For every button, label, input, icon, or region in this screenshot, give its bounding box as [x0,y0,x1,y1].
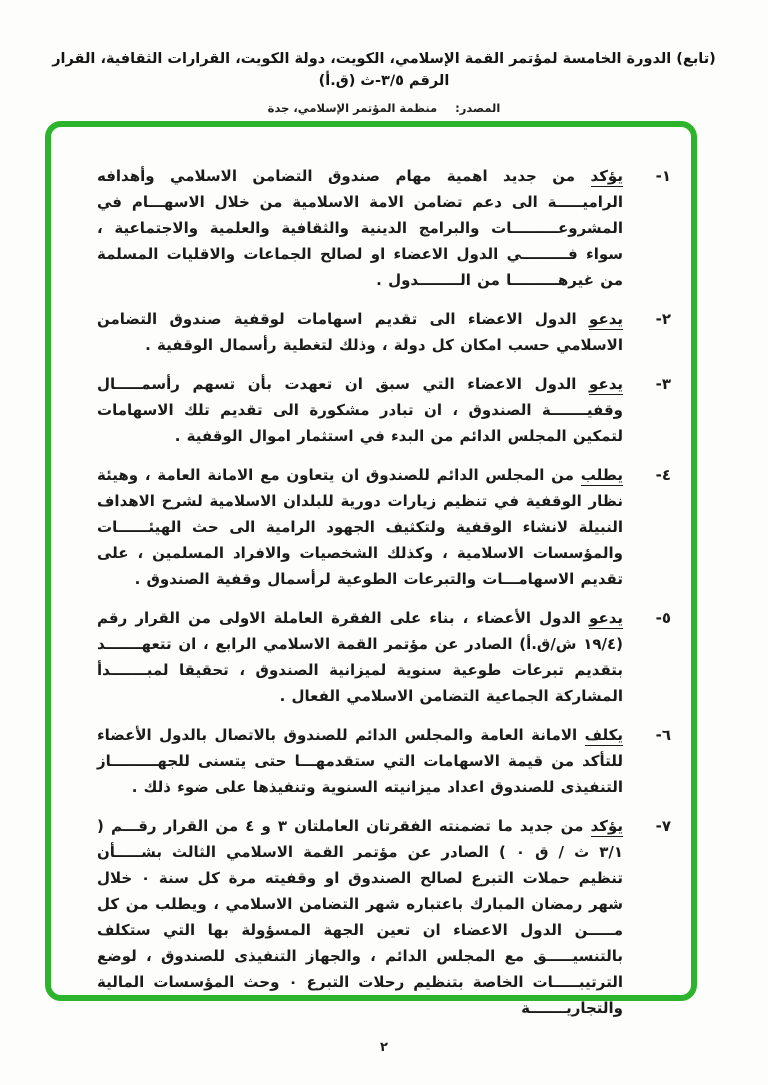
resolution-clause-1 [91,163,671,293]
clause-text [91,722,623,800]
clause-rest: الدول الاعضاء التي سبق ان تعهدت بأن تسهم رأسمـــــال وقفيـــــــة الصندوق ، ان تبادر مشكورة الى تقديم تلك الاسهامات لتمكين المجلس الدائم من البدء في استثمار اموال الوقفية . [97,375,623,445]
clause-rest: من المجلس الدائم للصندوق ان يتعاون مع الامانة العامة ، وهيئة نظار الوقفية في تنظيم زيارات دورية للبلدان الاسلامية لشرح الاهداف النبيلة لانشاء الوقفية ولتكثيف الجهود الرامية الى حث الهيئــــــات والمؤسسات الاسلامية ، وكذلك الشخصيات والافراد المسلمين ، على تقديم الاسهامـــات والتبرعات الطوعية لرأسمال وقفية الصندوق . [97,466,623,588]
resolution-clause-4 [91,462,671,592]
clause-rest: الدول الاعضاء الى تقديم اسهامات لوقفية صندوق التضامن الاسلامي حسب امكان كل دولة ، وذلك لتغطية رأسمال الوقفية . [97,310,623,354]
clause-number: ٦- [655,726,671,744]
resolution-clause-2 [91,306,671,358]
source-value: منظمة المؤتمر الإسلامي، جدة [267,101,438,115]
clause-rest: من جديد اهمية مهام صندوق التضامن الاسلامي وأهدافه الراميـــــة الى دعم تضامن الامة الاسلامية من خلال الاسهـــام في المشروعـــــــــات والبرامج الدينية والثقافية والعلمية والاجتماعية ، سواء فـــــــــي الدول الاعضاء او لصالح الجماعات والاقليات المسلمة من غيرهـــــــــا من الــــــــدول . [97,167,623,289]
clause-text [91,371,623,449]
clause-lead-word: يكلف [584,726,623,744]
clause-lead-word: يدعو [589,609,623,627]
clause-number: ٧- [655,817,671,835]
clause-number: ٥- [655,609,671,627]
clause-text [91,306,623,358]
resolution-clause-6 [91,722,671,800]
clause-lead-word: يدعو [589,310,623,328]
clause-rest: الامانة العامة والمجلس الدائم للصندوق بالاتصال بالدول الأعضاء للتأكد من قيمة الاسهامات التي ستقدمهـــا حتى يتسنى للجهـــــــــاز التنفيذى للصندوق اعداد ميزانيته السنوية وتنفيذها على ضوء ذلك . [97,726,623,796]
clause-lead-word: يطلب [580,466,623,484]
clause-number: ٤- [655,466,671,484]
clause-text [91,605,623,709]
resolution-clause-3 [91,371,671,449]
green-highlight-frame [45,121,697,1017]
page-number: ٢ [380,1040,388,1055]
clause-lead-word: يؤكد [590,817,623,835]
clause-text [91,813,623,1021]
clause-number: ٣- [655,375,671,393]
resolution-clause-5 [91,605,671,709]
document-header [0,48,768,115]
clause-rest: من جديد ما تضمنته الفقرتان العاملتان ٣ و ٤ من القرار رقـــم ( ٣/١ ث / ق ٠ ) الصادر عن مؤتمر القمة الاسلامي الثالث بشـــــأن تنظيم حملات التبرع لصالح الصندوق او وقفيته مرة كل سنة ٠ خلال شهر رمضان المبارك باعتباره شهر التضامن الاسلامي ، ويطلب من كل مـــــن الدول الاعضاء ان تعين الجهة المسؤولة بها التي ستكلف بالتنسيـــــق مع المجلس الدائم ، والجهاز التنفيذى للصندوق ، لوضع الترتيبـــــات الخاصة بتنظيم رحلات التبرع ٠ وحث المؤسسات المالية والتجاريـــــــة [97,817,624,1017]
clause-lead-word: يؤكد [590,167,623,185]
clause-rest: الدول الأعضاء ، بناء على الفقرة العاملة الاولى من القرار رقم (١٩/٤ ش/ق.أ) الصادر عن مؤتمر القمة الاسلامي الرابع ، ان تتعهـــــــد بتقديم تبرعات طوعية سنوية لميزانية الصندوق ، تحقيقا لمبـــــــدأ المشاركة الجماعية التضامن الاسلامي الفعال . [97,609,623,705]
clause-lead-word: يدعو [589,375,623,393]
resolution-body [51,127,691,1021]
clause-text [91,163,623,293]
header-title: (تابع) الدورة الخامسة لمؤتمر القمة الإسلامي، الكويت، دولة الكويت، القرارات الثقافية، القرار الرقم ٣/٥-ث (ق.أ) [52,51,716,89]
header-source [0,101,768,115]
source-label: المصدر: [455,101,501,115]
resolution-clause-7 [91,813,671,1021]
clause-text [91,462,623,592]
clause-number: ٢- [655,310,671,328]
clause-number: ١- [655,167,671,185]
